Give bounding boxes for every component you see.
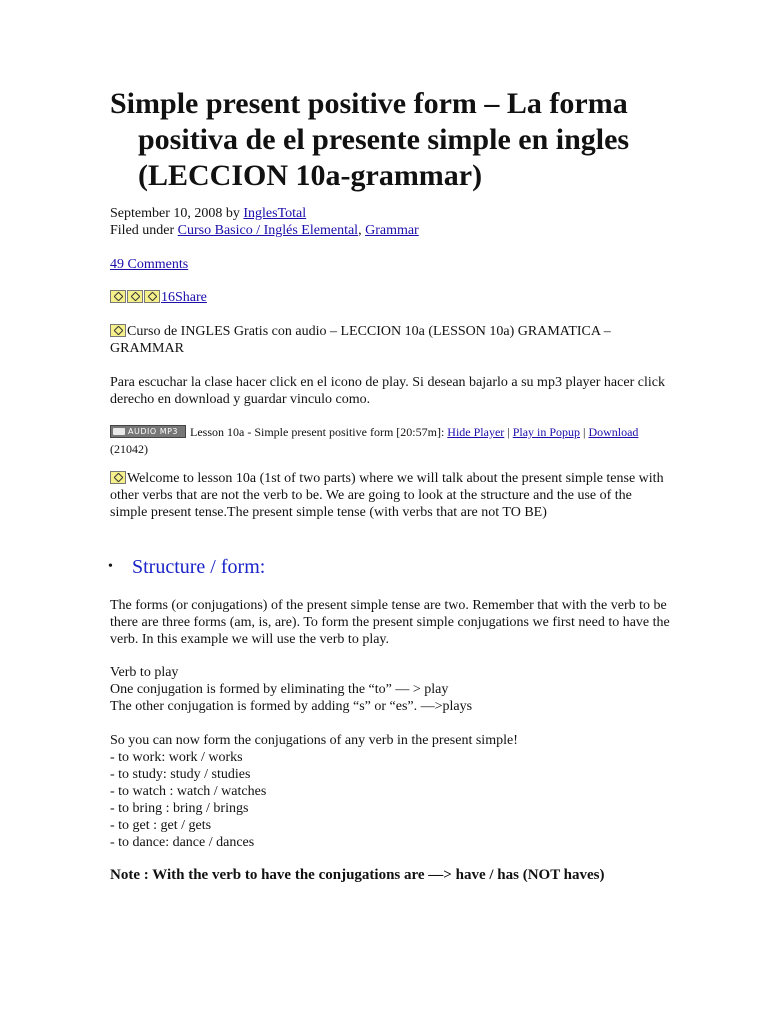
forms-paragraph: The forms (or conjugations) of the present simple tense are two. Remember that with the verb to be there are three forms (am, is, are). To form the present simple conjugations we first need to have the verb. In this example we will use the verb to play.	[110, 598, 670, 647]
welcome-text: Welcome to lesson 10a (1st of two parts) where we will talk about the present simple tense with other verbs that are not the verb to be. We are going to look at the structure and the use of the simple present tense.The present simple tense (with verbs that are not TO BE)	[110, 471, 664, 520]
verb-line: The other conjugation is formed by adding “s” or “es”. —>plays	[110, 699, 473, 714]
post-meta	[110, 205, 670, 239]
section-heading	[108, 555, 672, 579]
play-count: (21042)	[110, 442, 148, 456]
date-text: September 10, 2008 by	[110, 206, 244, 221]
play-in-popup-link[interactable]: Play in Popup	[512, 425, 581, 439]
examples-block	[110, 732, 670, 851]
intro-text: Curso de INGLES Gratis con audio – LECCION 10a (LESSON 10a) GRAMATICA – GRAMMAR	[110, 324, 611, 356]
smiley-icon[interactable]	[110, 290, 126, 303]
note-paragraph: Note : With the verb to have the conjugations are —> have / has (NOT haves)	[110, 867, 605, 883]
filed-line	[110, 222, 670, 239]
download-link[interactable]: Download	[588, 425, 639, 439]
smiley-icon	[110, 324, 126, 337]
listen-instructions: Para escuchar la clase hacer click en el icono de play. Si desean bajarlo a su mp3 player hacer click derecho en download y guardar vinculo como.	[110, 375, 665, 407]
smiley-icon[interactable]	[127, 290, 143, 303]
player-separator: |	[504, 425, 513, 439]
intro-paragraph	[110, 323, 670, 357]
verb-line: One conjugation is formed by eliminating the “to” — > play	[110, 682, 449, 697]
player-separator: |	[580, 425, 589, 439]
example-item: - to get : get / gets	[110, 818, 212, 833]
audio-mp3-icon[interactable]	[110, 425, 186, 438]
filed-text: Filed under	[110, 223, 178, 238]
smiley-icon	[110, 471, 126, 484]
smiley-icon[interactable]	[144, 290, 160, 303]
author-link[interactable]: InglesTotal	[243, 206, 307, 221]
share-row	[110, 289, 670, 306]
date-line	[110, 205, 670, 222]
verb-line: Verb to play	[110, 665, 179, 680]
category-link-basico[interactable]: Curso Basico / Inglés Elemental	[177, 223, 359, 238]
comments-row	[110, 256, 670, 273]
category-link-grammar[interactable]: Grammar	[365, 223, 419, 238]
example-item: - to watch : watch / watches	[110, 784, 267, 799]
comments-link[interactable]: 49 Comments	[110, 257, 189, 272]
welcome-paragraph	[110, 470, 670, 521]
audio-player	[110, 424, 670, 458]
bullet-dot: •	[108, 559, 113, 574]
article-title: Simple present positive form – La forma positiva de el presente simple en ingles (LECCION 10a-grammar)	[110, 87, 630, 192]
track-title: Lesson 10a - Simple present positive form [20:57m]:	[190, 425, 448, 439]
example-item: - to bring : bring / brings	[110, 801, 249, 816]
hide-player-link[interactable]: Hide Player	[447, 425, 505, 439]
audio-badge-text: AUDIO MP3	[128, 427, 179, 436]
category-separator: ,	[358, 223, 366, 238]
verb-block	[110, 664, 670, 715]
examples-intro: So you can now form the conjugations of any verb in the present simple!	[110, 733, 518, 748]
section-heading-text: Structure / form:	[132, 556, 266, 578]
example-item: - to dance: dance / dances	[110, 835, 255, 850]
share-link[interactable]: 16Share	[161, 290, 207, 305]
example-item: - to work: work / works	[110, 750, 243, 765]
example-item: - to study: study / studies	[110, 767, 251, 782]
